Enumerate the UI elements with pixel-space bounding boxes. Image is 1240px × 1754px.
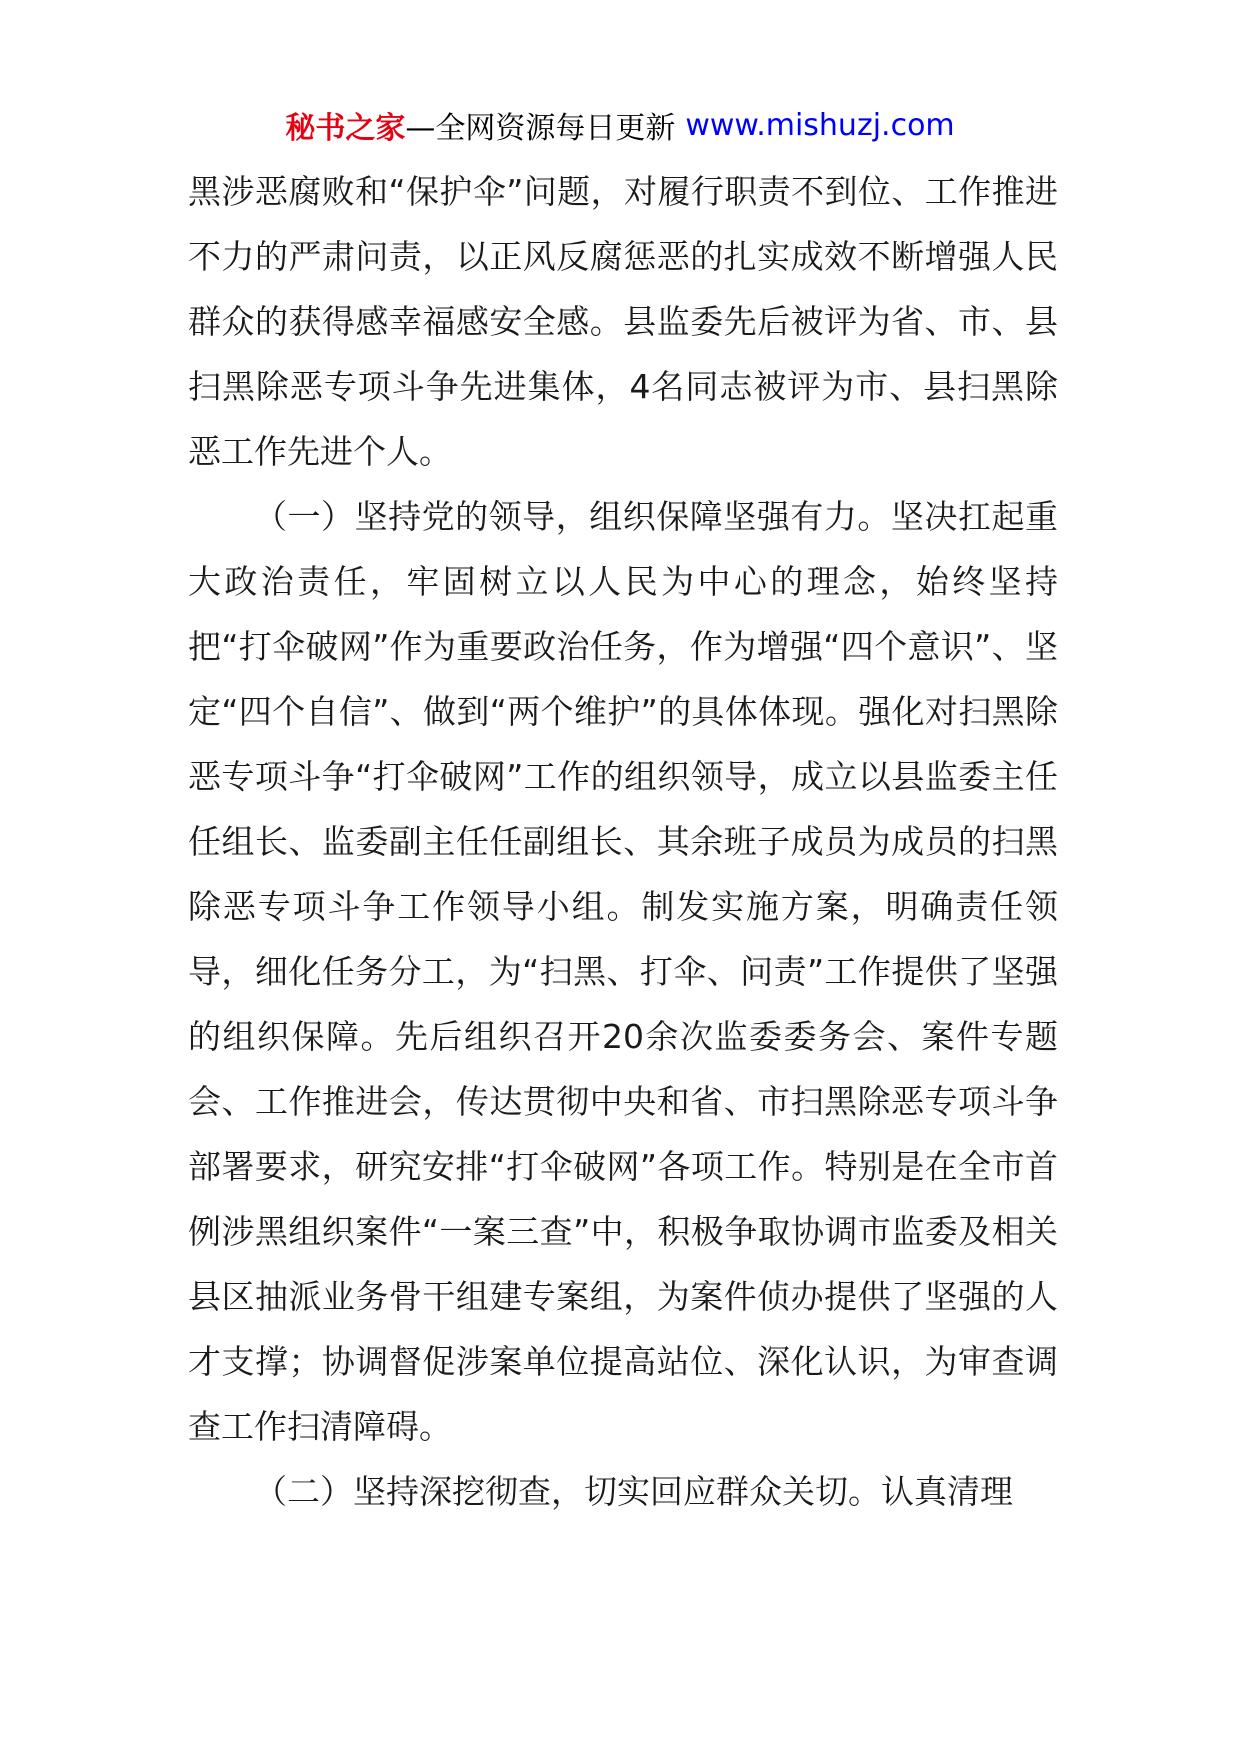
header-tagline: —全网资源每日更新 xyxy=(405,111,676,146)
paragraph-section-2: （二）坚持深挖彻查，切实回应群众关切。认真清理 xyxy=(254,1472,1013,1511)
site-url-link[interactable]: www.mishuzj.com xyxy=(685,107,955,143)
page-header xyxy=(0,100,1240,150)
brand-name: 秘书之家 xyxy=(285,111,406,146)
document-body xyxy=(188,159,1058,1524)
paragraph-continuation: 黑涉恶腐败和“保护伞”问题，对履行职责不到位、工作推进不力的严肃问责，以正风反腐惩恶的扎实成效不断增强人民群众的获得感幸福感安全感。县监委先后被评为省、市、县扫黑除恶专项斗争先进集体，4名同志被评为市、县扫黑除恶工作先进个人。 xyxy=(188,172,1058,471)
paragraph-section-1: （一）坚持党的领导，组织保障坚强有力。坚决扛起重大政治责任，牢固树立以人民为中心的理念，始终坚持把“打伞破网”作为重要政治任务，作为增强“四个意识”、坚定“四个自信”、做到“两个维护”的具体体现。强化对扫黑除恶专项斗争“打伞破网”工作的组织领导，成立以县监委主任任组长、监委副主任任副组长、其余班子成员为成员的扫黑除恶专项斗争工作领导小组。制发实施方案，明确责任领导，细化任务分工，为“扫黑、打伞、问责”工作提供了坚强的组织保障。先后组织召开20余次监委委务会、案件专题会、工作推进会，传达贯彻中央和省、市扫黑除恶专项斗争部署要求，研究安排“打伞破网”各项工作。特别是在全市首例涉黑组织案件“一案三查”中，积极争取协调市监委及相关县区抽派业务骨干组建专案组，为案件侦办提供了坚强的人才支撑；协调督促涉案单位提高站位、深化认识，为审查调查工作扫清障碍。 xyxy=(188,497,1058,1446)
